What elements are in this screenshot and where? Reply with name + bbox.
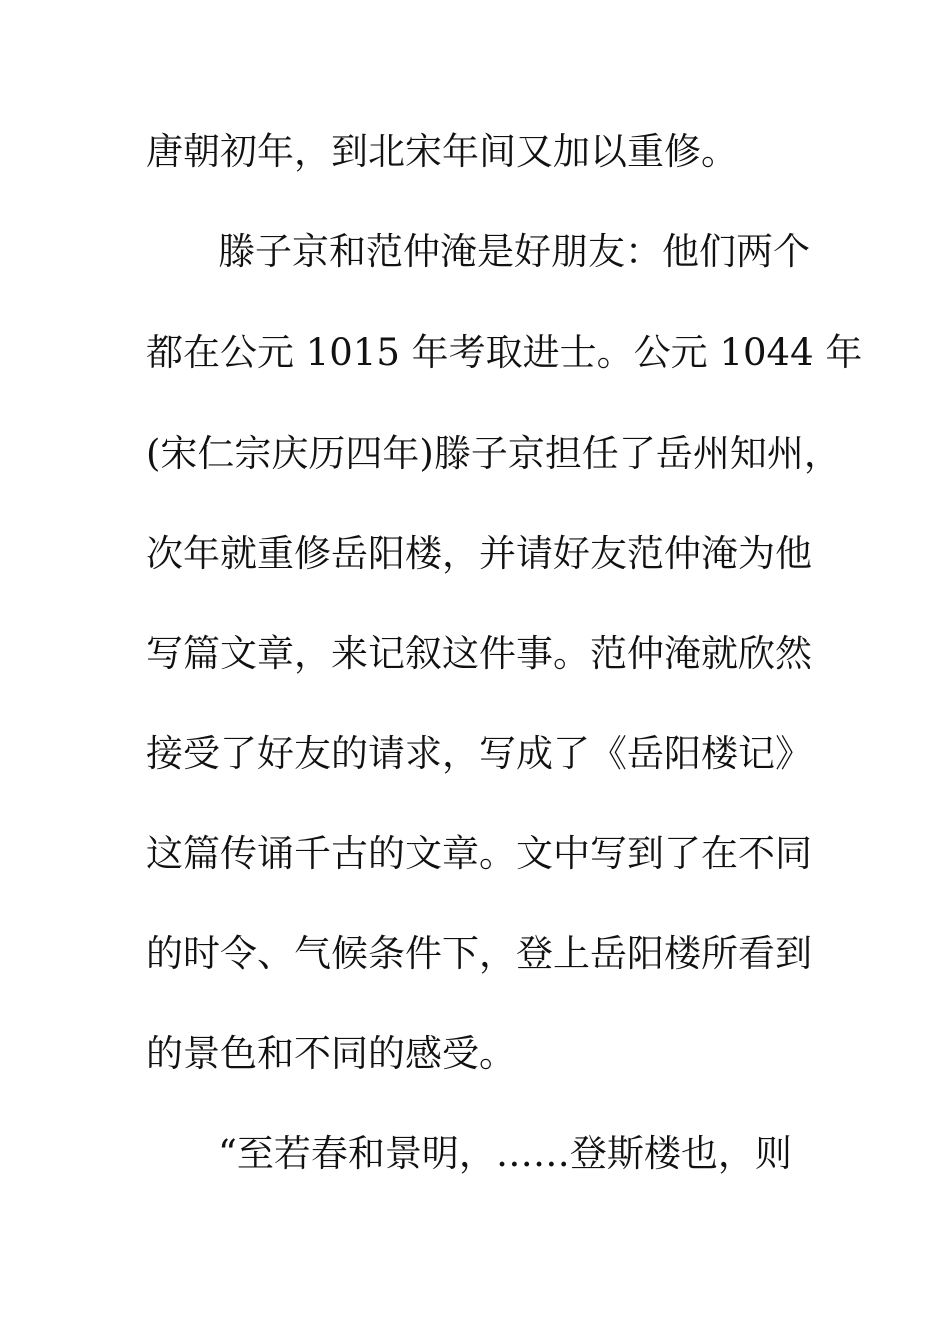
paragraph-start-line: 滕子京和范仲淹是好朋友：他们两个: [218, 230, 810, 273]
text-line: 的景色和不同的感受。: [146, 1032, 516, 1075]
text-line: 唐朝初年，到北宋年间又加以重修。: [146, 130, 738, 173]
text-line: 的时令、气候条件下，登上岳阳楼所看到: [146, 932, 812, 975]
quote-line: “至若春和景明，……登斯楼也，则: [218, 1132, 792, 1175]
text-line: 次年就重修岳阳楼，并请好友范仲淹为他: [146, 532, 812, 575]
text-line: (宋仁宗庆历四年)滕子京担任了岳州知州，: [146, 432, 841, 475]
text-line: 都在公元 1015 年考取进士。公元 1044 年: [146, 331, 863, 374]
text-line: 这篇传诵千古的文章。文中写到了在不同: [146, 832, 812, 875]
text-line: 接受了好友的请求，写成了《岳阳楼记》: [146, 732, 812, 775]
text-line: 写篇文章，来记叙这件事。范仲淹就欣然: [146, 632, 812, 675]
